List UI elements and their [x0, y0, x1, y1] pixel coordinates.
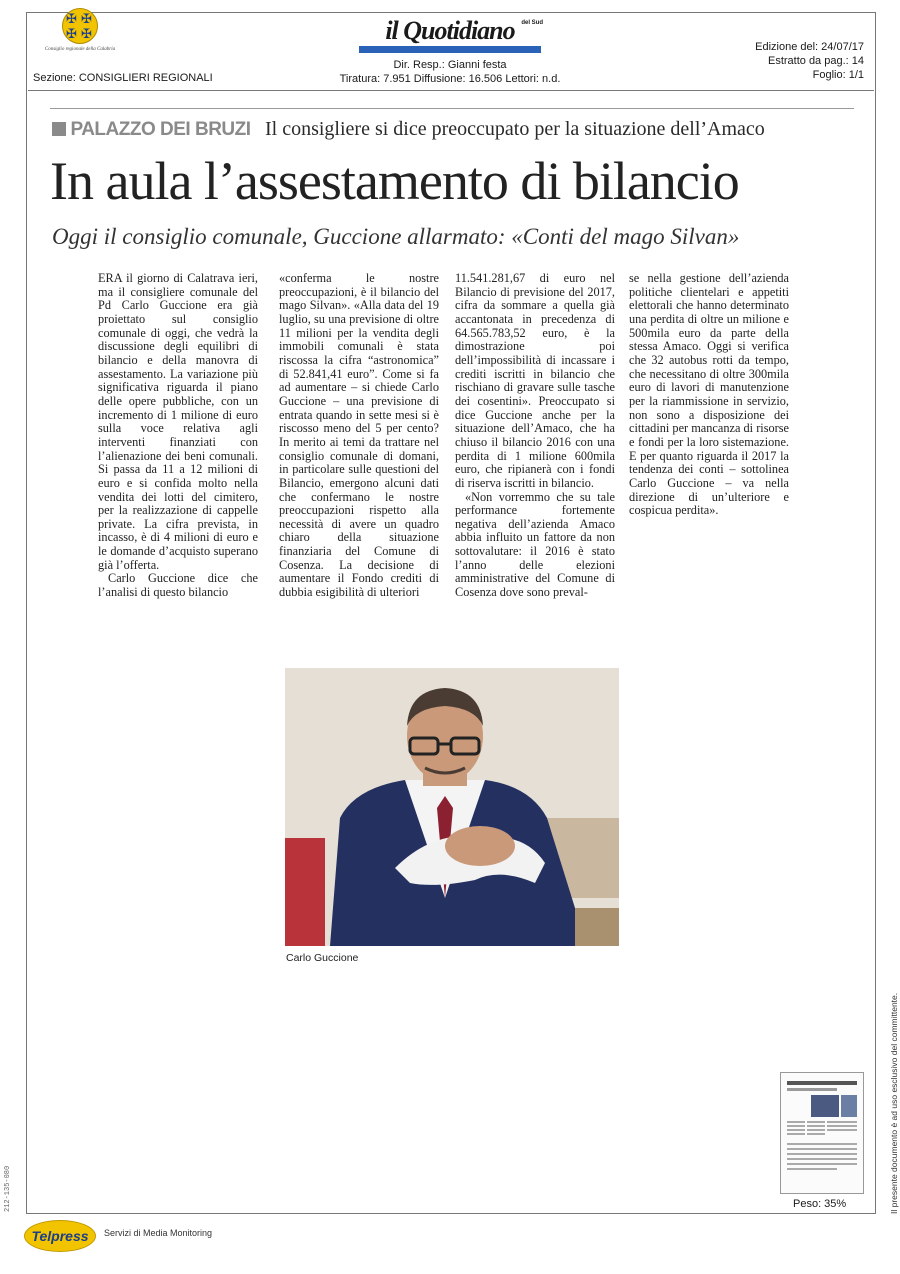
- paragraph: «conferma le nostre preoccupazioni, è il bilancio del mago Silvan». «Alla data del 19 luglio, su una previsione di oltre 11 milioni per la vendita degli immobili comunali è stata riscossa la cifra “astronomica” di 52.841,41 euro”. Come si fa ad aumentare – si chiede Carlo Guccione – una previsione di entrata quando in sette mesi si è riscosso meno del 5 per cento? In merito ai temi da trattare nel consiglio comunale di domani, in particolare sulle questioni del Bilancio, emergono alcuni dati che confermano le nostre preoccupazioni rispetto alla necessità di avere un quadro chiaro della situazione finanziaria del Comune di Cosenza. La decisione di aumentare il Fondo crediti di dubbia esigibilità di ulteriori: [279, 271, 439, 600]
- paragraph: «Non vorremmo che su tale performance fortemente negativa dell’azienda Amaco abbia influito un fattore da non sottovalutare: il 2016 è stato l’anno delle elezioni amministrative del Comune di Cosenza dove sono preval-: [455, 489, 615, 600]
- section-label: Sezione: CONSIGLIERI REGIONALI: [33, 72, 213, 84]
- masthead-bar: [359, 46, 541, 53]
- article-kicker: [52, 118, 862, 141]
- regional-council-logo: [40, 8, 120, 68]
- service-label: Servizi di Media Monitoring: [104, 1228, 213, 1238]
- telpress-brand: Telpress: [31, 1228, 89, 1244]
- weight-label: Peso: 35%: [793, 1198, 847, 1210]
- article-column-3: [455, 272, 615, 600]
- paragraph: Carlo Guccione dice che l’analisi di questo bilancio: [98, 571, 258, 600]
- article-photo: [285, 668, 619, 946]
- page-reference: Estratto da pag.: 14: [767, 55, 864, 67]
- article-top-rule: [50, 108, 854, 109]
- edition-info: [755, 40, 864, 82]
- crest-icon: ✠ ✠ ✠ ✠: [62, 8, 98, 44]
- newspaper-name: il Quotidiano: [385, 16, 515, 45]
- article-column-1: [98, 272, 258, 600]
- article-section: PALAZZO DEI BRUZI: [70, 119, 251, 140]
- document-id: 212-135-080: [4, 1165, 12, 1212]
- publication-info: [300, 58, 600, 86]
- article-summary: Il consigliere si dice preoccupato per la situazione dell’Amaco: [265, 118, 765, 140]
- header-divider: [28, 90, 874, 91]
- page-thumbnail: [780, 1072, 864, 1194]
- disclaimer: Il presente documento è ad uso esclusivo del committente.: [889, 992, 899, 1214]
- article-column-4: [629, 272, 789, 518]
- section-square-icon: [52, 122, 66, 136]
- director: Dir. Resp.: Gianni festa: [393, 59, 507, 71]
- paragraph: ERA il giorno di Calatrava ieri, ma il consigliere comunale del Pd Carlo Guccione era già proiettato sul consiglio comunale di oggi, che vedrà la discussione degli equilibri di bilancio e della manovra di assestamento. La variazione più significativa riguarda il piano delle opere pubbliche, con un incremento di 1 milione di euro sulla voce relativa agli interventi finanziati con l’alienazione dei beni comunali. Si passa da 11 a 12 milioni di euro e si confida molto nella vendita dei lotti del cimitero, per la realizzazione di cappelle private. La cifra prevista, in incasso, è di 4 milioni di euro e le domande d’acquisto superano già l’offerta.: [98, 271, 258, 572]
- sheet-number: Foglio: 1/1: [812, 69, 864, 81]
- telpress-logo: [24, 1220, 96, 1252]
- edition-date: Edizione del: 24/07/17: [755, 41, 864, 53]
- crest-caption: Consiglio regionale della Calabria: [44, 47, 116, 52]
- newspaper-masthead: [355, 18, 545, 53]
- paragraph: 11.541.281,67 di euro nel Bilancio di previsione del 2017, cifra da sommare a quella già accantonata in precedenza di 64.565.783,52 euro, è la dimostrazione poi dell’impossibilità di incassare i crediti iscritti in bilancio che rischiano di gravare sulle tasche dei cosentini». Preoccupato si dice Guccione anche per la situazione dell’Amaco, che ha chiuso il bilancio 2016 con una perdita di 1 milione 600mila euro, che ripianerà con i fondi di riserva iscritti in bilancio.: [455, 271, 615, 490]
- photo-caption: Carlo Guccione: [286, 952, 359, 964]
- article-column-2: [279, 272, 439, 600]
- circulation: Tiratura: 7.951 Diffusione: 16.506 Lettori: n.d.: [339, 73, 561, 85]
- newspaper-subtitle: del Sud: [521, 20, 543, 26]
- article-title: In aula l’assestamento di bilancio: [50, 151, 739, 211]
- article-subtitle: Oggi il consiglio comunale, Guccione allarmato: «Conti del mago Silvan»: [52, 224, 740, 249]
- paragraph: se nella gestione dell’azienda politiche clientelari e appetiti elettorali che hanno determinato una perdita di oltre un milione e 500mila euro da parte della stessa Amaco. Oggi si verifica che 32 autobus rotti da tempo, che necessitano di oltre 300mila euro di lavori di manutenzione per la riammissione in servizio, non sono a disposizione dei cittadini per mancanza di risorse e fondi per la loro sistemazione. E per quanto riguarda il 2017 la tendenza dei conti – sottolinea Carlo Guccione – va nella direzione di un’ulteriore e cospicua perdita».: [629, 271, 789, 518]
